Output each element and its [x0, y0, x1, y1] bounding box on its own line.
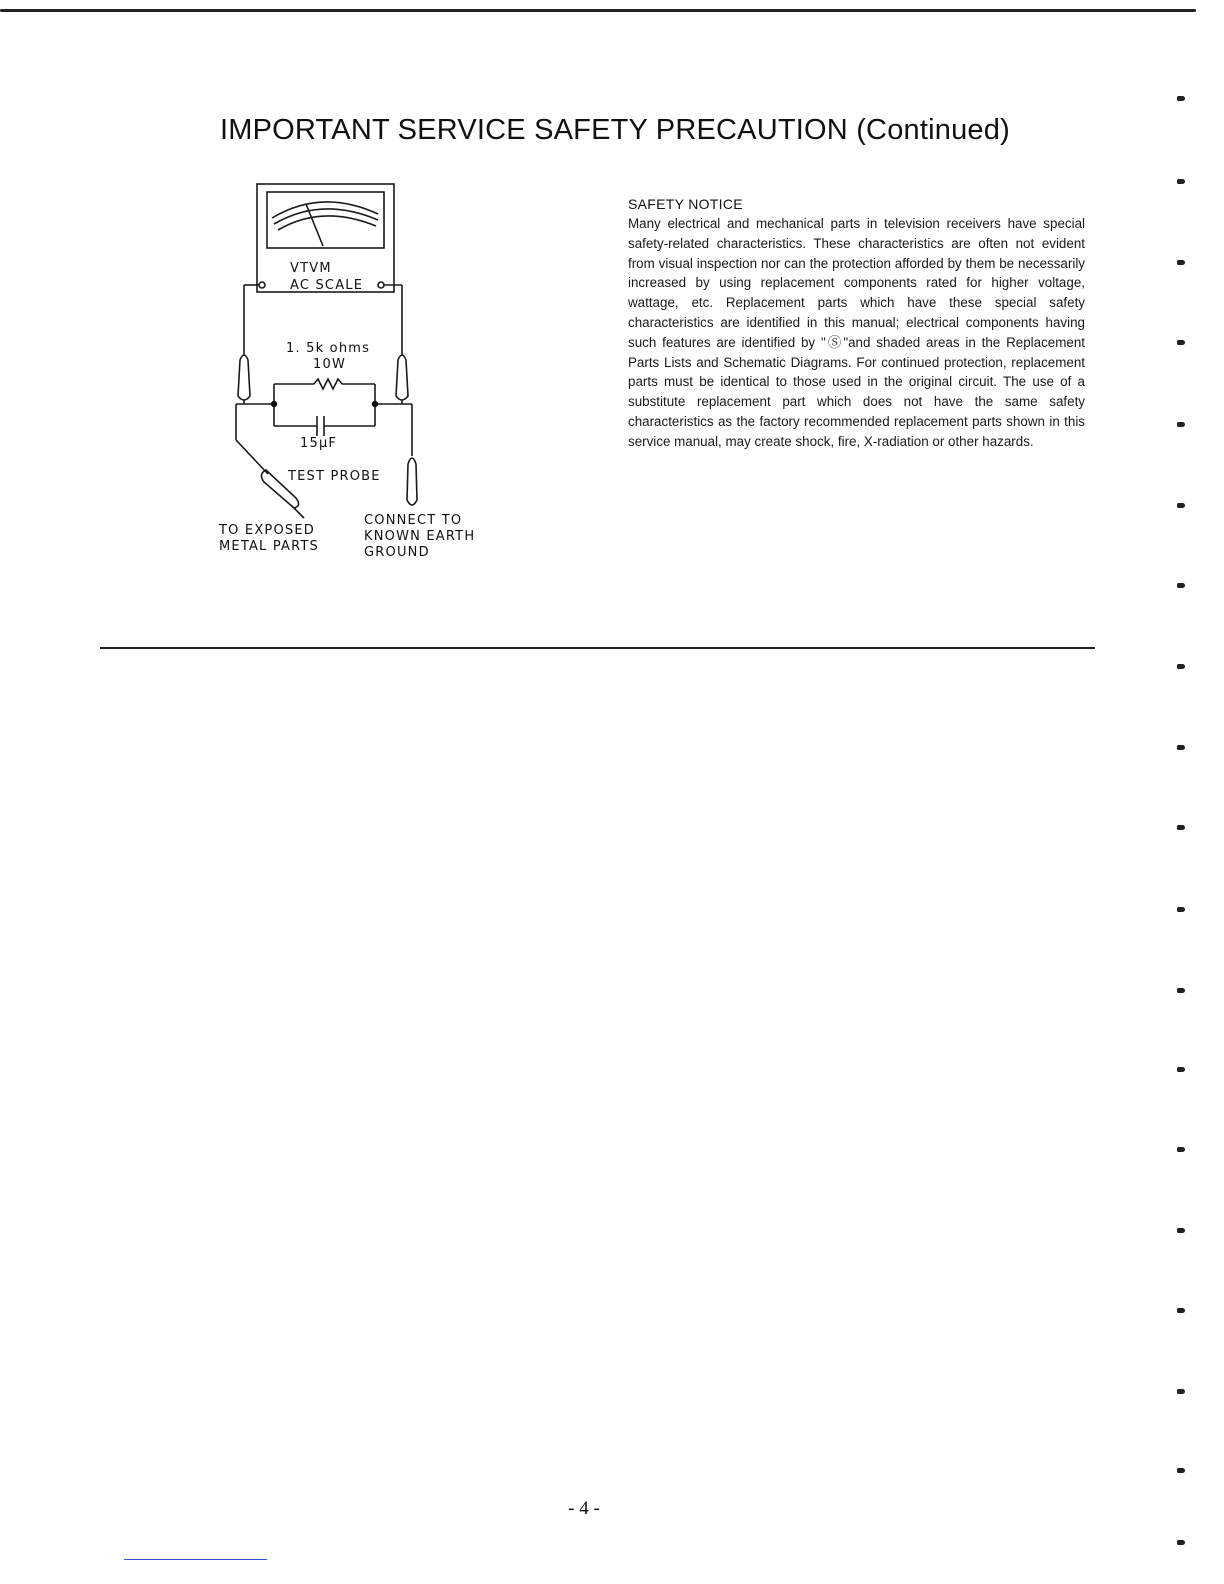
- resistor-value-label: 1. 5k ohms: [286, 341, 371, 356]
- exposed-metal-label-line1: TO EXPOSED: [219, 523, 315, 538]
- section-divider: [100, 647, 1095, 649]
- leakage-test-diagram: [210, 178, 490, 568]
- right-clip: [396, 355, 408, 400]
- meter-scale-label: AC SCALE: [290, 278, 364, 293]
- resistor-symbol: [314, 379, 342, 389]
- binder-mark: [1177, 96, 1185, 101]
- binder-mark: [1177, 907, 1185, 912]
- binder-mark: [1177, 1067, 1185, 1072]
- binder-mark: [1177, 1540, 1185, 1545]
- binder-mark: [1177, 1468, 1185, 1473]
- resistor-power-label: 10W: [313, 357, 346, 372]
- top-border-rule: [0, 9, 1196, 12]
- leakage-test-circuit: [210, 178, 490, 568]
- page-number: - 4 -: [568, 1498, 600, 1519]
- junction-dot-left: [271, 401, 277, 407]
- binder-mark: [1177, 503, 1185, 508]
- binder-mark: [1177, 260, 1185, 265]
- capacitor-value-label: 15μF: [300, 436, 338, 451]
- binder-mark: [1177, 1228, 1185, 1233]
- binder-mark: [1177, 583, 1185, 588]
- ground-clip: [407, 458, 417, 505]
- binder-mark: [1177, 745, 1185, 750]
- test-probe-label: TEST PROBE: [288, 469, 381, 484]
- ground-label-line1: CONNECT TO: [364, 513, 463, 528]
- left-clip: [238, 355, 250, 400]
- safety-notice-heading: SAFETY NOTICE: [628, 196, 743, 212]
- exposed-metal-label-line2: METAL PARTS: [219, 539, 320, 554]
- page-title: IMPORTANT SERVICE SAFETY PRECAUTION (Continued): [220, 114, 1010, 146]
- binder-mark: [1177, 1308, 1185, 1313]
- right-terminal: [378, 282, 384, 288]
- junction-dot-right: [372, 401, 378, 407]
- binder-mark: [1177, 1389, 1185, 1394]
- binder-mark: [1177, 422, 1185, 427]
- binder-mark: [1177, 988, 1185, 993]
- meter-label: VTVM: [290, 261, 332, 276]
- vtvm-meter-face: [267, 192, 384, 248]
- binder-mark: [1177, 825, 1185, 830]
- ground-label-line3: GROUND: [364, 545, 430, 560]
- binder-mark: [1177, 179, 1185, 184]
- binder-mark: [1177, 340, 1185, 345]
- footer-link-underline: [124, 1559, 267, 1560]
- safety-notice: [628, 196, 1085, 452]
- binder-mark: [1177, 664, 1185, 669]
- ground-label-line2: KNOWN EARTH: [364, 529, 476, 544]
- left-terminal: [259, 282, 265, 288]
- binder-mark: [1177, 1147, 1185, 1152]
- safety-notice-body: Many electrical and mechanical parts in television receivers have special safety-related characteristics. These characteristics are often not evident from visual inspection nor can the protection afforded by them be necessarily increased by using replacement components rated for higher voltage, wattage, etc. Replacement parts which have these special safety characteristics are identified in this manual; electrical components having such features are identified by "Ⓢ"and shaded areas in the Replacement Parts Lists and Schematic Diagrams. For continued protection, replacement parts must be identical to those used in the original circuit. The use of a substitute replacement part which does not have the same safety characteristics as the factory recommended replacement parts shown in this service manual, may create shock, fire, X-radiation or other hazards.: [628, 216, 1085, 449]
